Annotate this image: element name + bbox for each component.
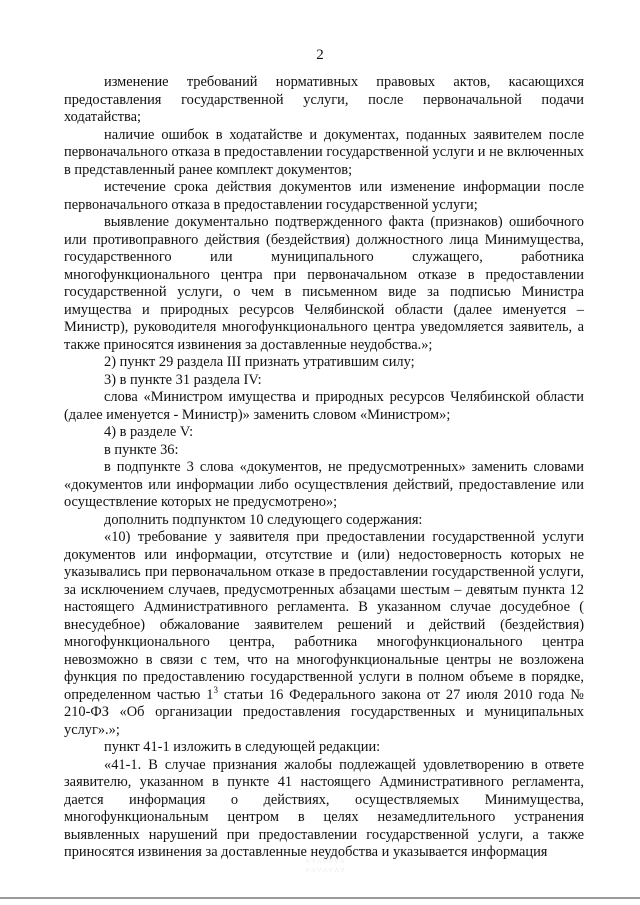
- paragraph-text: статьи 16 Федерального закона от 27 июля 2010 года № 210-ФЗ «Об организации предоставления государственных и муниципальных услуг».»;: [64, 686, 584, 738]
- paragraph: дополнить подпунктом 10 следующего содержания:: [104, 511, 423, 528]
- document-body: [64, 74, 584, 862]
- paragraph: выявление документально подтвержденного факта (признаков) ошибочного или противоправного действия (бездействия) должностного лица Минимущества, государственного или муниципального служащего, работника многофункционального центра при первоначальном отказе в предоставлении государственной услуги, о чем в письменном виде за подписью Министра имущества и природных ресурсов Челябинской области (далее именуется – Министр), руководителя многофункционального центра уведомляется заявитель, а также приносятся извинения за доставленные неудобства.»;: [64, 214, 584, 353]
- paragraph: 3) в пункте 31 раздела IV:: [104, 371, 262, 388]
- paragraph-subitem-10: [64, 529, 584, 739]
- paragraph: в пункте 36:: [104, 441, 179, 458]
- paragraph: «41-1. В случае признания жалобы подлежащей удовлетворению в ответе заявителю, указанном в пункте 41 настоящего Административного регламента, дается информация о действиях, осуществляемых Минимущества, многофункциональным центром в целях незамедлительного устранения выявленных нарушений при предоставлении государственной услуги, а также приносятся извинения за доставленные неудобства и указывается информация: [64, 756, 584, 860]
- paragraph: пункт 41-1 изложить в следующей редакции:: [104, 739, 381, 755]
- paragraph: 4) в разделе V:: [104, 424, 194, 440]
- bottom-scan-edge: [0, 897, 640, 899]
- paragraph-text: «10) требование у заявителя при предоставлении государственной услуги документов или информации, отсутствие и (или) недостоверность которых не указывались при первоначальном отказе в предоставлении государственной услуги, за исключением случаев, предусмотренных абзацами шестым – девятым пункта 12 настоящего Административного регламента. В указанном случае досудебное ( внесудебное) обжалование заявителем решений и действий (бездействия) многофункционального центра, работника многофункционального центра невозможно в связи с тем, что на многофункциональные центры не возложена функция по предоставлению государственной услуги в полном объеме в порядке, определенном частью 1: [64, 529, 584, 703]
- paragraph: наличие ошибок в ходатайстве и документах, поданных заявителем после первоначального отказа в предоставлении государственной услуги и не включенных в представленный ранее комплект документов;: [64, 126, 584, 178]
- faint-stamp-mark: ∴∵∴∵∴∵∴ ∵∴∵∴∵∴∵: [305, 859, 347, 874]
- paragraph: 2) пункт 29 раздела III признать утратившим силу;: [104, 354, 415, 370]
- paragraph: в подпункте 3 слова «документов, не предусмотренных» заменить словами «документов или информации либо осуществления действий, предоставление или осуществление которых не предусмотрено»;: [64, 459, 584, 510]
- paragraph: изменение требований нормативных правовых актов, касающихся предоставления государственной услуги, после первоначальной подачи ходатайства;: [64, 74, 584, 125]
- paragraph: слова «Министром имущества и природных ресурсов Челябинской области (далее именуется - Министр)» заменить словом «Министром»;: [64, 389, 584, 423]
- superscript: 3: [213, 684, 218, 695]
- paragraph: истечение срока действия документов или изменение информации после первоначального отказа в предоставлении государственной услуги;: [64, 179, 584, 213]
- page-number: 2: [316, 47, 324, 63]
